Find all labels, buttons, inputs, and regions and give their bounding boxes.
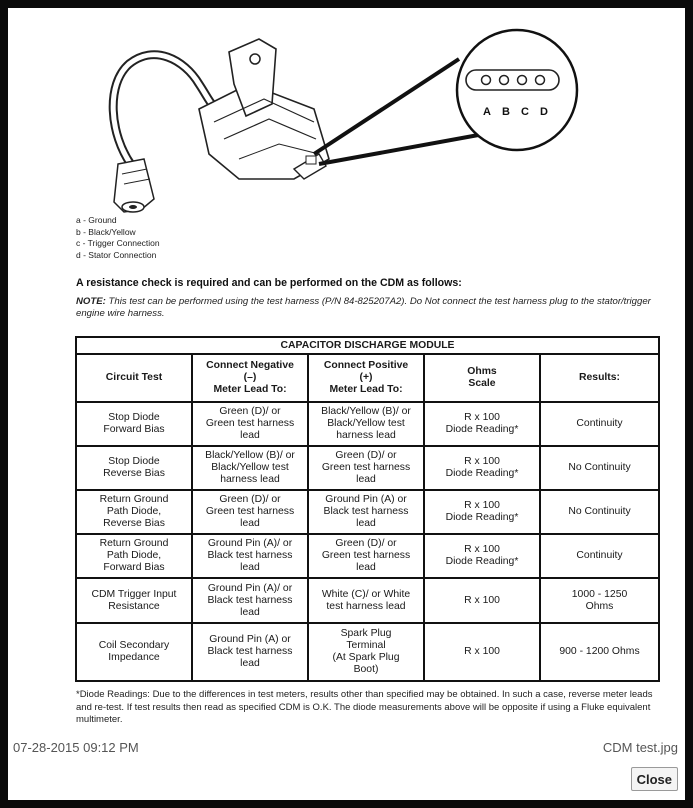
connector-pin-label: A [483, 106, 491, 118]
table-cell: Continuity [540, 402, 659, 446]
table-cell: R x 100 Diode Reading* [424, 490, 540, 534]
table-cell: Stop Diode Reverse Bias [76, 446, 192, 490]
table-row [76, 623, 659, 681]
table-row [76, 578, 659, 623]
legend-item: c - Trigger Connection [76, 238, 160, 248]
table-cell: Return Ground Path Diode, Forward Bias [76, 534, 192, 578]
table-column-header: Connect Negative (–) Meter Lead To: [192, 354, 308, 402]
connector-pin-label: D [540, 106, 548, 118]
table-cell: Ground Pin (A) or Black test harness lead [192, 623, 308, 681]
table-cell: R x 100 Diode Reading* [424, 402, 540, 446]
connector-pin-label: C [521, 106, 529, 118]
table-cell: Black/Yellow (B)/ or Black/Yellow test harness lead [308, 402, 424, 446]
document-image [14, 14, 679, 738]
table-cell: Ground Pin (A) or Black test harness lead [308, 490, 424, 534]
close-button[interactable]: Close [631, 767, 678, 791]
table-row [76, 402, 659, 446]
table-cell: Stop Diode Forward Bias [76, 402, 192, 446]
upload-timestamp: 07-28-2015 09:12 PM [13, 740, 139, 755]
table-column-header: Ohms Scale [424, 354, 540, 402]
legend-item: a - Ground [76, 215, 117, 225]
table-cell: Green (D)/ or Green test harness lead [192, 402, 308, 446]
table-cell: No Continuity [540, 490, 659, 534]
table-cell: Black/Yellow (B)/ or Black/Yellow test harness lead [192, 446, 308, 490]
table-body [76, 402, 659, 681]
table-column-header: Results: [540, 354, 659, 402]
diode-footnote: *Diode Readings: Due to the differences in test meters, results other than specified may be obtained. In such a case, reverse meter leads and re-test. If test results then read as specified CDM is O.K. The diode measurements above will be opposite if using a Fluke equivalent multimeter. [76, 689, 653, 726]
table-column-header: Circuit Test [76, 354, 192, 402]
table-title: CAPACITOR DISCHARGE MODULE [76, 337, 659, 354]
table-cell: CDM Trigger Input Resistance [76, 578, 192, 623]
table-cell: No Continuity [540, 446, 659, 490]
note-text: This test can be performed using the test harness (P/N 84-825207A2). Do Not connect the test harness plug to the stator/trigger engine wire harness. [76, 296, 651, 320]
table-cell: R x 100 Diode Reading* [424, 534, 540, 578]
table-cell: Green (D)/ or Green test harness lead [192, 490, 308, 534]
table-cell: Return Ground Path Diode, Reverse Bias [76, 490, 192, 534]
legend-item: d - Stator Connection [76, 249, 157, 260]
table-row [76, 446, 659, 490]
image-viewer-dialog [8, 8, 685, 800]
table-cell: Green (D)/ or Green test harness lead [308, 446, 424, 490]
connector-pin-label: B [502, 106, 510, 118]
table-header-row [76, 354, 659, 402]
table-cell: R x 100 Diode Reading* [424, 446, 540, 490]
legend-item: b - Black/Yellow [76, 226, 136, 237]
section-heading: A resistance check is required and can be performed on the CDM as follows: [76, 277, 462, 289]
table-cell: Ground Pin (A)/ or Black test harness lead [192, 578, 308, 623]
table-cell: Spark Plug Terminal (At Spark Plug Boot) [308, 623, 424, 681]
cdm-test-table [75, 336, 660, 682]
table-cell: Green (D)/ or Green test harness lead [308, 534, 424, 578]
table-cell: R x 100 [424, 623, 540, 681]
table-cell: 900 - 1200 Ohms [540, 623, 659, 681]
table-cell: White (C)/ or White test harness lead [308, 578, 424, 623]
file-name: CDM test.jpg [602, 740, 678, 755]
note-paragraph [76, 296, 668, 321]
table-column-header: Connect Positive (+) Meter Lead To: [308, 354, 424, 402]
note-label: NOTE: [76, 296, 106, 307]
table-row [76, 490, 659, 534]
table-cell: 1000 - 1250 Ohms [540, 578, 659, 623]
table-row [76, 534, 659, 578]
table-cell: Coil Secondary Impedance [76, 623, 192, 681]
diagram-legend [76, 215, 160, 261]
table-cell: R x 100 [424, 578, 540, 623]
table-cell: Ground Pin (A)/ or Black test harness lead [192, 534, 308, 578]
table-cell: Continuity [540, 534, 659, 578]
